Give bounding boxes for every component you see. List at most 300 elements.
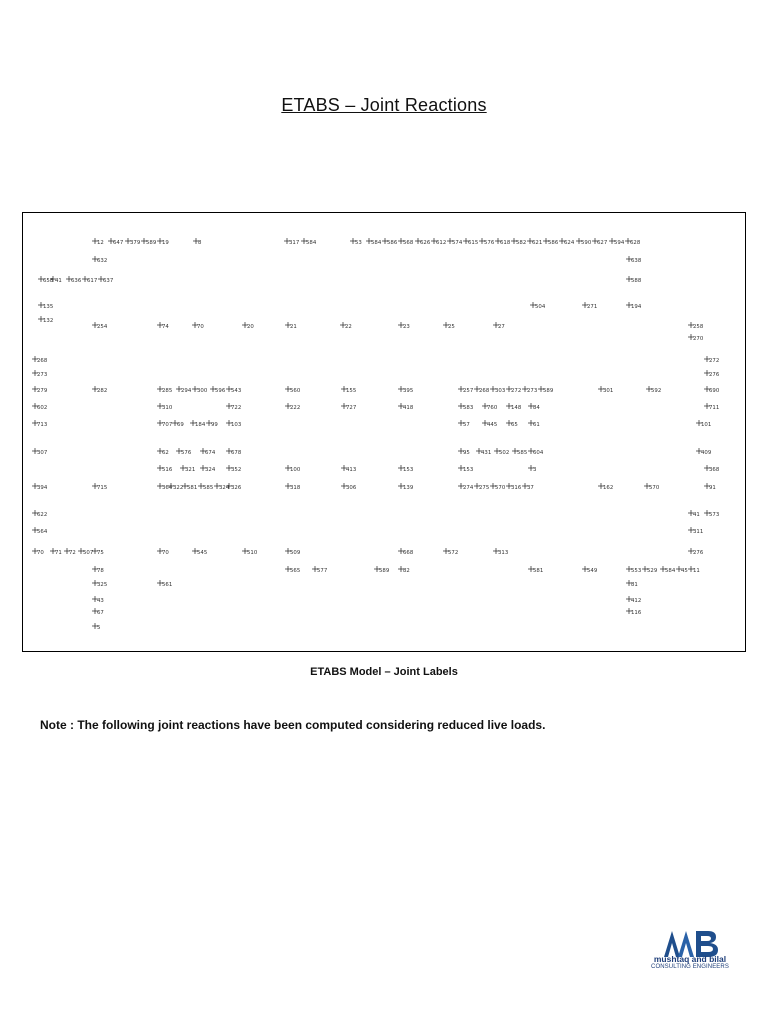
joint-marker — [92, 322, 108, 330]
joint-marker — [285, 403, 300, 411]
joint-label: 45 — [681, 568, 688, 574]
joint-label: 53 — [355, 240, 362, 246]
joint-marker — [398, 566, 410, 574]
joint-label: 81 — [631, 582, 638, 588]
joint-marker — [32, 527, 48, 535]
joint-label: 325 — [97, 582, 108, 588]
joint-label: 570 — [649, 485, 660, 491]
joint-label: 75 — [97, 550, 104, 556]
joint-label: 69 — [177, 422, 184, 428]
joint-label: 618 — [500, 240, 511, 246]
joint-label: 318 — [290, 485, 301, 491]
joint-label: 313 — [498, 550, 509, 556]
joint-label: 25 — [448, 324, 455, 330]
joint-label: 310 — [162, 405, 173, 411]
joint-label: 71 — [55, 550, 62, 556]
joint-label: 78 — [97, 568, 104, 574]
joint-label: 21 — [290, 324, 297, 330]
joint-marker — [350, 238, 362, 246]
joint-marker — [157, 580, 172, 588]
joint-label: 379 — [130, 240, 141, 246]
joint-label: 589 — [543, 388, 554, 394]
joint-label: 647 — [113, 240, 124, 246]
joint-marker — [172, 420, 184, 428]
joint-label: 364 — [162, 485, 173, 491]
joint-label: 568 — [403, 240, 414, 246]
joint-marker — [704, 483, 716, 491]
joint-label: 301 — [603, 388, 614, 394]
joint-marker — [696, 420, 711, 428]
joint-label: 257 — [463, 388, 474, 394]
joint-marker — [38, 316, 53, 324]
joint-marker — [157, 465, 173, 473]
joint-marker — [598, 483, 613, 491]
joint-marker — [214, 483, 230, 491]
joint-label: 668 — [403, 550, 414, 556]
joint-marker — [626, 256, 642, 264]
joint-marker — [92, 548, 104, 556]
joint-label: 510 — [247, 550, 258, 556]
joint-marker — [157, 420, 172, 428]
joint-label: 282 — [97, 388, 108, 394]
joint-marker — [32, 356, 48, 364]
joint-label: 19 — [162, 240, 169, 246]
joint-label: 564 — [37, 529, 48, 535]
joint-marker — [398, 238, 414, 246]
joint-label: 324 — [219, 485, 230, 491]
joint-label: 621 — [532, 240, 543, 246]
joint-marker — [157, 448, 169, 456]
joint-marker — [688, 566, 700, 574]
joint-label: 162 — [603, 485, 614, 491]
joint-label: 585 — [517, 450, 528, 456]
joint-marker — [506, 483, 522, 491]
joint-marker — [92, 596, 104, 604]
joint-marker — [476, 448, 491, 456]
joint-marker — [415, 238, 431, 246]
joint-label: 636 — [71, 278, 82, 284]
joint-label: 713 — [37, 422, 48, 428]
joint-marker — [285, 483, 301, 491]
joint-label: 316 — [511, 485, 522, 491]
joint-marker — [474, 483, 489, 491]
joint-marker — [341, 483, 357, 491]
joint-label: 594 — [614, 240, 625, 246]
joint-label: 612 — [436, 240, 447, 246]
joint-marker — [366, 238, 382, 246]
joint-label: 543 — [231, 388, 242, 394]
joint-label: 11 — [693, 568, 700, 574]
joint-label: 760 — [487, 405, 498, 411]
joint-marker — [92, 386, 107, 394]
joint-label: 584 — [371, 240, 382, 246]
joint-marker — [176, 386, 192, 394]
joint-marker — [458, 420, 470, 428]
joint-label: 584 — [306, 240, 317, 246]
joint-marker — [482, 420, 497, 428]
joint-label: 502 — [499, 450, 510, 456]
joint-label: 572 — [448, 550, 459, 556]
joint-label: 20 — [247, 324, 254, 330]
joint-marker — [285, 566, 300, 574]
logo-company-subtitle: CONSULTING ENGINEERS — [651, 964, 729, 970]
joint-marker — [704, 403, 719, 411]
joint-label: 306 — [346, 485, 357, 491]
joint-marker — [688, 322, 704, 330]
figure-caption: ETABS Model – Joint Labels — [310, 666, 458, 678]
joint-marker — [493, 548, 508, 556]
joint-marker — [660, 566, 676, 574]
joint-marker — [192, 548, 207, 556]
joint-label: 560 — [290, 388, 301, 394]
joint-label: 307 — [37, 450, 48, 456]
joint-marker — [242, 548, 258, 556]
joint-marker — [458, 448, 470, 456]
joint-label: 583 — [463, 405, 474, 411]
joint-label: 41 — [693, 512, 700, 518]
joint-label: 529 — [647, 568, 658, 574]
joint-marker — [479, 238, 495, 246]
joint-marker — [242, 322, 254, 330]
joint-label: 148 — [511, 405, 522, 411]
joint-marker — [285, 322, 297, 330]
joint-label: 602 — [37, 405, 48, 411]
joint-marker — [92, 483, 107, 491]
joint-label: 412 — [631, 598, 642, 604]
joint-label: 273 — [37, 372, 48, 378]
joint-label: 103 — [231, 422, 242, 428]
joint-label: 622 — [37, 512, 48, 518]
joint-marker — [92, 256, 107, 264]
joint-label: 57 — [463, 422, 470, 428]
joint-marker — [226, 448, 242, 456]
joint-label: 368 — [709, 467, 720, 473]
etabs-model-frame — [22, 212, 746, 652]
joint-label: 638 — [631, 258, 642, 264]
joint-label: 95 — [463, 450, 470, 456]
joint-marker — [431, 238, 446, 246]
joint-label: 626 — [420, 240, 431, 246]
joint-label: 576 — [181, 450, 192, 456]
joint-marker — [625, 238, 641, 246]
joint-label: 272 — [511, 388, 522, 394]
joint-label: 116 — [631, 610, 642, 616]
joint-marker — [32, 510, 47, 518]
joint-label: 270 — [693, 336, 704, 342]
joint-label: 317 — [289, 240, 300, 246]
joint-label: 70 — [37, 550, 44, 556]
joint-marker — [157, 238, 169, 246]
joint-label: 311 — [693, 529, 704, 535]
joint-label: 507 — [83, 550, 94, 556]
joint-label: 678 — [231, 450, 242, 456]
joint-label: 70 — [197, 324, 204, 330]
joint-marker — [528, 403, 540, 411]
joint-marker — [490, 483, 506, 491]
joint-marker — [398, 403, 414, 411]
joint-label: 615 — [468, 240, 479, 246]
joint-label: 418 — [403, 405, 414, 411]
joint-marker — [92, 238, 104, 246]
joint-label: 82 — [403, 568, 410, 574]
joint-label: 722 — [231, 405, 242, 411]
joint-label: 565 — [290, 568, 301, 574]
joint-marker — [193, 238, 202, 246]
joint-marker — [626, 608, 642, 616]
joint-label: 272 — [709, 358, 720, 364]
joint-marker — [182, 483, 197, 491]
joint-label: 445 — [487, 422, 498, 428]
joint-marker — [644, 483, 660, 491]
joint-marker — [506, 420, 518, 428]
joint-marker — [341, 403, 356, 411]
joint-marker — [688, 548, 704, 556]
joint-marker — [226, 386, 241, 394]
joint-label: 3 — [533, 467, 537, 473]
joint-marker — [285, 465, 301, 473]
joint-marker — [493, 322, 505, 330]
joint-marker — [528, 566, 543, 574]
joint-marker — [38, 276, 54, 284]
joint-marker — [506, 403, 522, 411]
joint-marker — [463, 238, 478, 246]
joint-label: 153 — [403, 467, 414, 473]
joint-label: 74 — [162, 324, 169, 330]
joint-label: 509 — [290, 550, 301, 556]
joint-label: 573 — [709, 512, 720, 518]
joint-marker — [32, 548, 44, 556]
joint-marker — [92, 580, 107, 588]
joint-marker — [482, 403, 498, 411]
joint-label: 431 — [481, 450, 492, 456]
joint-marker — [458, 465, 473, 473]
joint-label: 303 — [495, 388, 506, 394]
joint-marker — [398, 465, 413, 473]
joint-marker — [592, 238, 607, 246]
joint-label: 413 — [346, 467, 357, 473]
joint-marker — [447, 238, 463, 246]
joint-label: 588 — [631, 278, 642, 284]
joint-marker — [527, 238, 542, 246]
joint-marker — [32, 483, 48, 491]
joint-marker — [398, 322, 410, 330]
joint-marker — [200, 448, 216, 456]
joint-marker — [688, 334, 704, 342]
joint-marker — [646, 386, 661, 394]
joint-marker — [688, 527, 703, 535]
joint-label: 553 — [631, 568, 642, 574]
joint-label: 707 — [162, 422, 173, 428]
joint-label: 139 — [403, 485, 414, 491]
joint-marker — [176, 448, 192, 456]
joint-label: 604 — [533, 450, 544, 456]
joint-marker — [382, 238, 398, 246]
joint-marker — [642, 566, 658, 574]
joint-marker — [528, 420, 540, 428]
joint-label: 617 — [87, 278, 98, 284]
joint-label: 43 — [97, 598, 104, 604]
joint-marker — [506, 386, 521, 394]
joint-marker — [157, 483, 173, 491]
joint-label: 352 — [231, 467, 242, 473]
joint-marker — [626, 566, 641, 574]
joint-marker — [598, 386, 613, 394]
joint-label: 409 — [701, 450, 712, 456]
joint-label: 153 — [463, 467, 474, 473]
joint-label: 22 — [345, 324, 352, 330]
joint-marker — [157, 386, 172, 394]
joint-label: 276 — [709, 372, 720, 378]
joint-label: 586 — [548, 240, 559, 246]
joint-label: 576 — [484, 240, 495, 246]
joint-marker — [688, 510, 700, 518]
joint-marker — [108, 238, 123, 246]
joint-label: 589 — [379, 568, 390, 574]
joint-label: 194 — [631, 304, 642, 310]
joint-marker — [576, 238, 592, 246]
joint-marker — [192, 322, 204, 330]
joint-marker — [341, 465, 356, 473]
joint-marker — [626, 580, 638, 588]
joint-label: 300 — [197, 388, 208, 394]
joint-marker — [443, 322, 455, 330]
joint-marker — [696, 448, 712, 456]
joint-label: 624 — [564, 240, 575, 246]
joint-label: 184 — [195, 422, 206, 428]
joint-marker — [206, 420, 218, 428]
joint-label: 581 — [533, 568, 544, 574]
joint-marker — [226, 465, 241, 473]
joint-marker — [301, 238, 317, 246]
joint-label: 395 — [403, 388, 414, 394]
joint-marker — [210, 386, 226, 394]
joint-marker — [92, 566, 104, 574]
joint-marker — [458, 386, 473, 394]
joint-label: 561 — [162, 582, 173, 588]
joint-marker — [92, 623, 100, 631]
joint-label: 279 — [37, 388, 48, 394]
joint-label: 674 — [205, 450, 216, 456]
joint-label: 589 — [146, 240, 157, 246]
joint-marker — [398, 548, 414, 556]
joint-label: 549 — [587, 568, 598, 574]
joint-label: 596 — [215, 388, 226, 394]
joint-marker — [704, 386, 720, 394]
joint-label: 504 — [535, 304, 546, 310]
joint-label: 628 — [630, 240, 641, 246]
joint-label: 394 — [37, 485, 48, 491]
joint-label: 23 — [403, 324, 410, 330]
joint-marker — [285, 548, 301, 556]
joint-marker — [626, 302, 642, 310]
joint-marker — [50, 548, 62, 556]
joint-marker — [443, 548, 458, 556]
joint-label: 12 — [97, 240, 104, 246]
joint-label: 637 — [103, 278, 114, 284]
joint-label: 271 — [587, 304, 598, 310]
joint-marker — [312, 566, 327, 574]
joint-label: 326 — [231, 485, 242, 491]
page-title: ETABS – Joint Reactions — [281, 95, 487, 115]
joint-marker — [522, 386, 537, 394]
joint-marker — [157, 403, 173, 411]
note-text: Note : The following joint reactions have been computed considering reduced live loads. — [40, 718, 546, 732]
joint-label: 258 — [693, 324, 704, 330]
joint-marker — [198, 483, 213, 491]
joint-marker — [490, 386, 505, 394]
joint-label: 72 — [69, 550, 76, 556]
joint-marker — [157, 322, 169, 330]
joint-label: 27 — [498, 324, 505, 330]
joint-marker — [528, 448, 544, 456]
joint-label: 577 — [317, 568, 328, 574]
joint-label: 100 — [290, 467, 301, 473]
joint-label: 135 — [43, 304, 54, 310]
joint-marker — [704, 370, 720, 378]
joint-marker — [192, 386, 208, 394]
joint-marker — [511, 238, 526, 246]
joint-label: 322 — [173, 485, 184, 491]
joint-marker — [398, 483, 414, 491]
joint-marker — [78, 548, 93, 556]
joint-label: 276 — [693, 550, 704, 556]
joint-label: 132 — [43, 318, 54, 324]
joint-marker — [458, 483, 474, 491]
joint-marker — [32, 448, 47, 456]
joint-label: 584 — [665, 568, 676, 574]
joint-label: 101 — [701, 422, 712, 428]
joint-label: 67 — [97, 610, 104, 616]
joint-marker — [226, 403, 241, 411]
joint-marker — [528, 465, 536, 473]
joint-marker — [676, 566, 688, 574]
joint-label: 65 — [511, 422, 518, 428]
joint-label: 658 — [43, 278, 54, 284]
joint-marker — [38, 302, 53, 310]
joint-label-plan — [23, 213, 747, 653]
joint-label: 711 — [709, 405, 720, 411]
joint-marker — [32, 420, 47, 428]
joint-marker — [398, 386, 413, 394]
joint-marker — [157, 548, 169, 556]
joint-marker — [32, 386, 48, 394]
joint-label: 268 — [37, 358, 48, 364]
joint-marker — [495, 238, 511, 246]
joint-label: 62 — [162, 450, 169, 456]
joint-marker — [530, 302, 546, 310]
joint-marker — [200, 465, 216, 473]
joint-label: 627 — [597, 240, 608, 246]
joint-marker — [82, 276, 97, 284]
joint-marker — [543, 238, 559, 246]
joint-label: 268 — [479, 388, 490, 394]
joint-marker — [64, 548, 76, 556]
joint-label: 690 — [709, 388, 720, 394]
joint-label: 570 — [495, 485, 506, 491]
joint-marker — [32, 403, 47, 411]
joint-label: 84 — [533, 405, 540, 411]
joint-label: 99 — [211, 422, 218, 428]
joint-label: 61 — [533, 422, 540, 428]
joint-label: 516 — [162, 467, 173, 473]
joint-label: 70 — [162, 550, 169, 556]
joint-marker — [538, 386, 554, 394]
joint-marker — [582, 302, 597, 310]
joint-marker — [226, 420, 241, 428]
joint-marker — [704, 465, 720, 473]
joint-marker — [66, 276, 82, 284]
joint-marker — [92, 608, 104, 616]
